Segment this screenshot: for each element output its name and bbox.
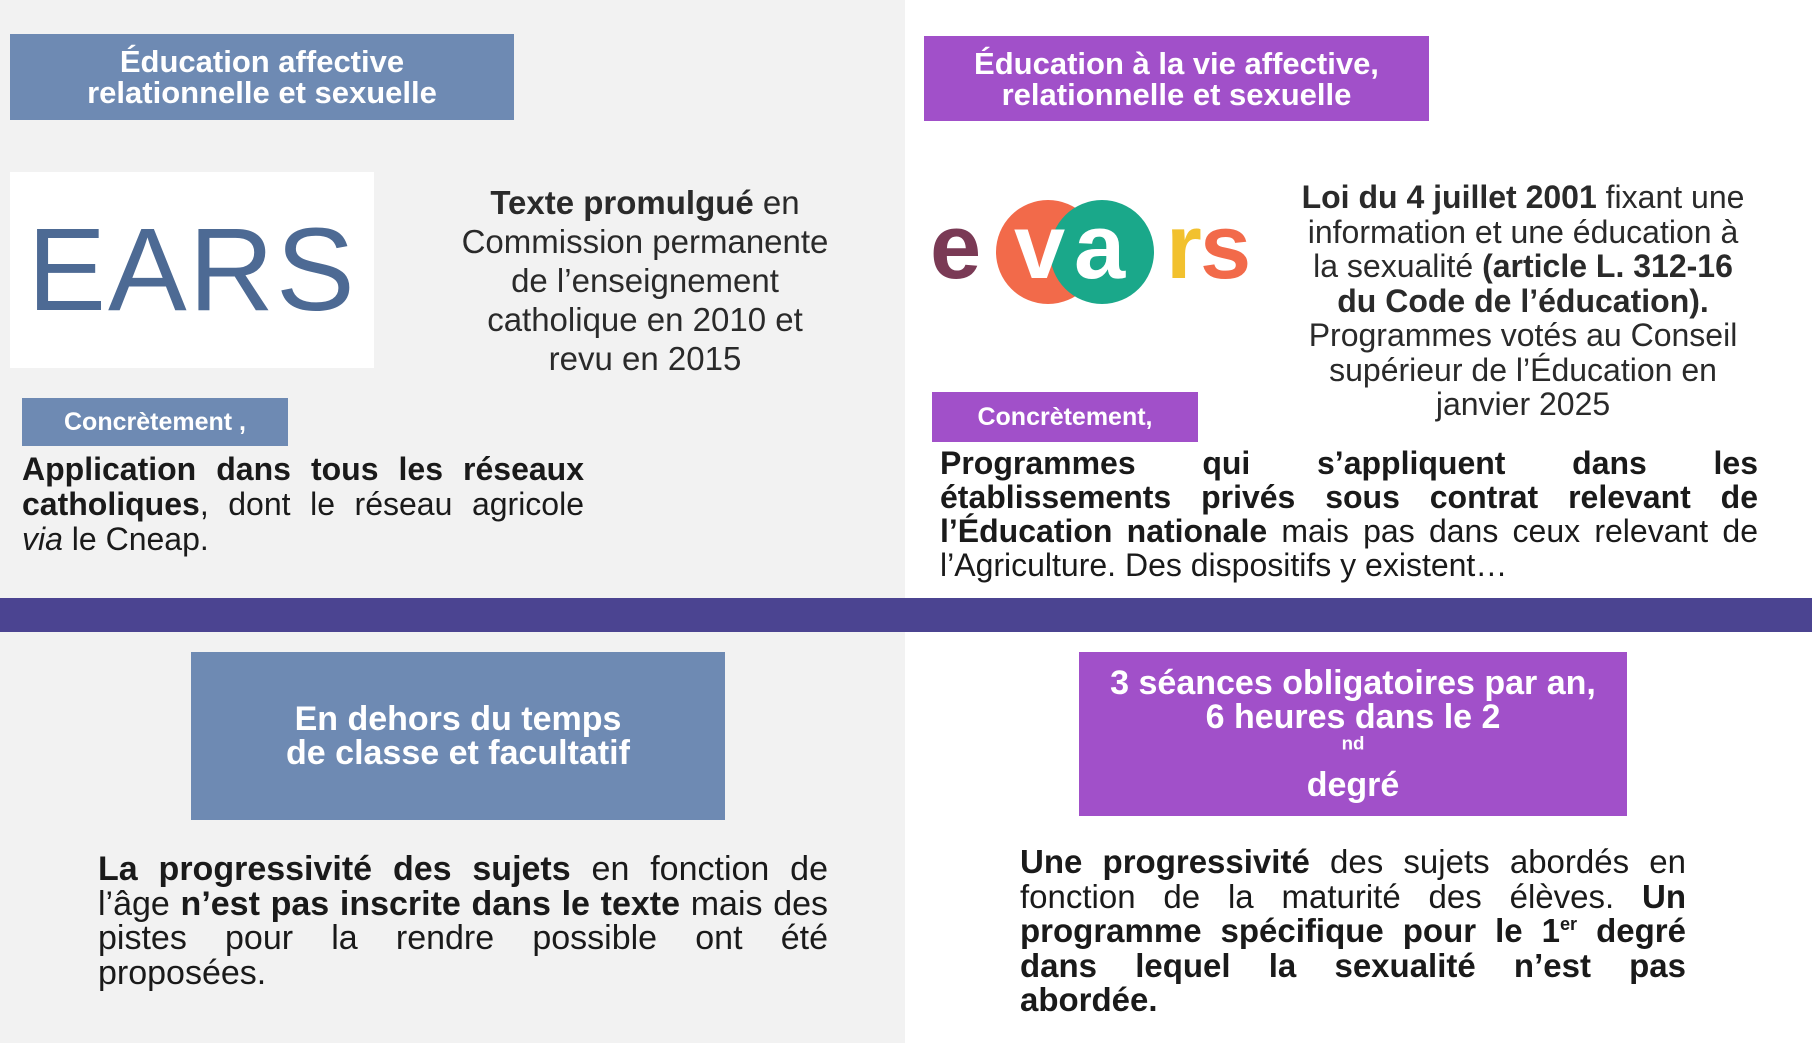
evars-desc-bold1: Loi du 4 juillet 2001	[1301, 179, 1597, 215]
evars-desc-l2: information et une éducation à	[1307, 213, 1739, 250]
ears-desc-l4: catholique en 2010 et	[487, 301, 803, 338]
ears-logo-text: EARS	[27, 204, 357, 336]
evars-schedule-header	[1079, 652, 1627, 816]
ears-prog-rest1: en fonction de l’âge	[98, 850, 828, 923]
evars-schedule-line2-pre: 6 heures dans le 2	[1205, 698, 1501, 736]
evars-concretement-badge	[932, 392, 1198, 442]
evars-prog-rest1: des sujets abordés en fonction de la maturité des élèves.	[1020, 843, 1687, 915]
ears-desc-l1: en	[753, 184, 800, 221]
ears-concretement-label: Concrètement ,	[64, 407, 246, 436]
evars-desc-l5: Programmes votés au Conseil	[1308, 317, 1738, 353]
evars-desc-l3-bold: (article L. 312-16	[1482, 248, 1733, 284]
ears-schedule-line2: de classe et facultatif	[286, 734, 630, 772]
evars-concretement-label: Concrètement,	[977, 402, 1153, 431]
ears-desc-l5: revu en 2015	[548, 340, 742, 377]
ears-logo	[10, 172, 374, 368]
ears-body-rest1: , dont le réseau agricole	[199, 486, 584, 522]
ears-desc-bold: Texte promulgué	[490, 184, 754, 221]
ears-description	[430, 183, 860, 378]
evars-schedule-line2-sup: nd	[1341, 732, 1365, 754]
evars-prog-bold2-sup: er	[1559, 914, 1578, 934]
evars-prog-bold1: Une progressivité	[1020, 843, 1310, 880]
ears-prog-bold2: n’est pas inscrite dans le texte	[180, 884, 681, 923]
ears-body-rest2: le Cneap.	[62, 521, 209, 557]
ears-schedule-header	[191, 652, 725, 820]
evars-logo-v: v	[1014, 196, 1066, 298]
evars-desc-l6: supérieur de l’Éducation en	[1329, 351, 1717, 388]
evars-logo-e: e	[930, 196, 982, 298]
evars-schedule-line1: 3 séances obligatoires par an,	[1110, 664, 1596, 702]
ears-header	[10, 34, 514, 120]
evars-prog-bold2-pre: Un programme spécifique pour le 1	[1020, 877, 1686, 949]
ears-progression-text	[98, 852, 828, 990]
evars-desc-l4: du Code de l’éducation).	[1337, 282, 1709, 319]
ears-schedule-line1: En dehors du temps	[294, 700, 622, 738]
evars-logo-s: s	[1200, 196, 1252, 298]
evars-logo-a: a	[1074, 196, 1126, 298]
evars-body-rest: mais pas dans ceux relevant de l’Agriculture. Des dispositifs y existent…	[940, 513, 1759, 583]
evars-logo	[930, 196, 1260, 306]
ears-prog-rest2: mais des pistes pour la rendre possible ont été proposées.	[98, 884, 829, 992]
ears-header-line2: relationnelle et sexuelle	[87, 75, 437, 110]
ears-concretement-badge	[22, 398, 288, 446]
section-divider	[0, 598, 1812, 632]
ears-desc-l2: Commission permanente	[461, 223, 829, 260]
evars-progression-text	[1020, 845, 1686, 1018]
evars-logo-r: r	[1166, 196, 1202, 298]
ears-body-italic: via	[22, 521, 63, 557]
evars-schedule-line2-post: degré	[1306, 766, 1400, 804]
evars-description	[1280, 180, 1766, 422]
ears-desc-l3: de l’enseignement	[511, 262, 779, 299]
evars-prog-bold2-post: degré dans lequel la sexualité n’est pas abordée.	[1020, 912, 1686, 1018]
evars-header-line2: relationnelle et sexuelle	[1001, 76, 1352, 112]
evars-body	[940, 446, 1758, 582]
evars-desc-l1: fixant une	[1596, 179, 1745, 215]
evars-schedule-line2	[1110, 700, 1596, 802]
ears-prog-bold1: La progressivité des sujets	[98, 850, 571, 888]
evars-body-bold: Programmes qui s’appliquent dans les établissements privés sous contrat relevant de l’Éducation nationale	[940, 445, 1758, 549]
evars-header-line1: Éducation à la vie affective,	[974, 45, 1379, 81]
ears-header-line1: Éducation affective	[119, 44, 405, 79]
evars-header	[924, 36, 1429, 121]
ears-body	[22, 452, 584, 557]
ears-body-bold: Application dans tous les réseaux catholiques	[22, 451, 584, 522]
evars-desc-l3-plain: la sexualité	[1313, 248, 1483, 284]
evars-desc-l7: janvier 2025	[1435, 386, 1611, 422]
